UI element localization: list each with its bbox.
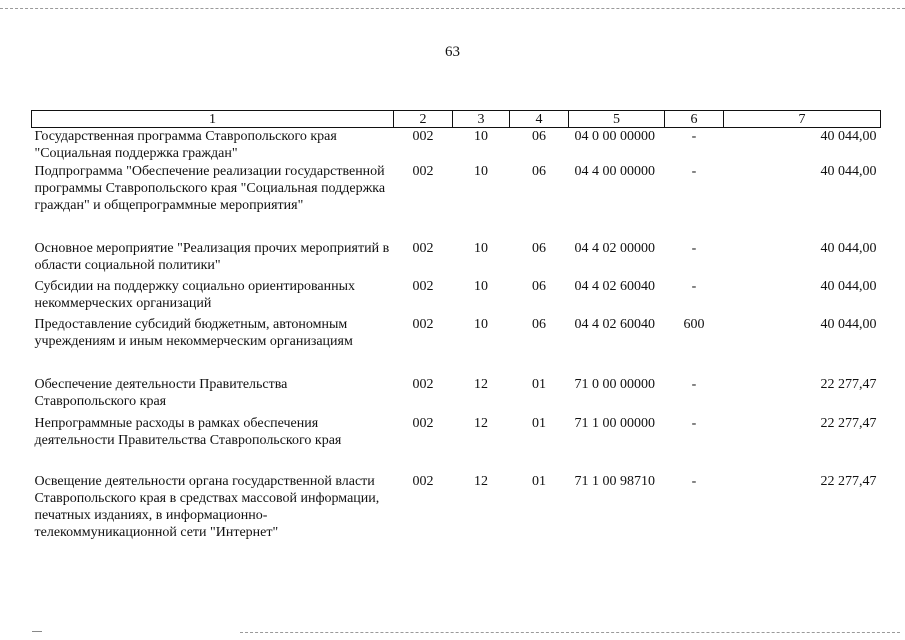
row-admin-code: 002 xyxy=(412,473,434,489)
row-name: Субсидии на поддержку социально ориентированных некоммерческих организаций xyxy=(34,278,356,311)
row-admin-code: 002 xyxy=(412,415,434,431)
scan-border-top xyxy=(0,8,905,9)
row-expense-type: - xyxy=(691,473,697,489)
row-target-code: 71 0 00 00000 xyxy=(574,376,655,392)
row-admin-code: 002 xyxy=(412,129,434,144)
table-row xyxy=(32,240,881,278)
row-target-code: 71 1 00 98710 xyxy=(574,473,655,489)
row-section: 10 xyxy=(474,240,488,256)
row-expense-type: 600 xyxy=(683,316,705,332)
row-target-code: 71 1 00 00000 xyxy=(574,415,655,431)
row-section: 10 xyxy=(474,129,488,144)
row-expense-type: - xyxy=(691,240,697,256)
row-target-code: 04 4 02 00000 xyxy=(574,240,655,256)
row-subsection: 01 xyxy=(532,473,546,489)
row-name: Освещение деятельности органа государственной власти Ставропольского края в средствах массовой информации, печатных изданиях, в информационно-телекоммуникационной сети "Интернет" xyxy=(34,473,380,540)
header-cell-7: 7 xyxy=(724,111,881,128)
row-expense-type: - xyxy=(691,278,697,294)
scan-border-bottom xyxy=(240,632,900,633)
row-admin-code: 002 xyxy=(412,316,434,332)
row-subsection: 06 xyxy=(532,278,546,294)
row-subsection: 06 xyxy=(532,163,546,179)
table-row xyxy=(32,473,881,545)
row-section: 12 xyxy=(474,473,488,489)
header-cell-2: 2 xyxy=(394,111,453,128)
row-target-code: 04 4 02 60040 xyxy=(574,278,655,294)
header-cell-5: 5 xyxy=(569,111,665,128)
page-number: 63 xyxy=(445,44,460,60)
row-subsection: 06 xyxy=(532,316,546,332)
header-cell-1: 1 xyxy=(32,111,394,128)
row-amount: 40 044,00 xyxy=(820,163,877,179)
budget-table xyxy=(31,110,881,545)
header-cell-3: 3 xyxy=(453,111,510,128)
row-expense-type: - xyxy=(691,129,697,144)
table-row xyxy=(32,376,881,415)
row-amount: 22 277,47 xyxy=(820,473,877,489)
row-expense-type: - xyxy=(691,163,697,179)
row-amount: 22 277,47 xyxy=(820,415,877,431)
scan-mark xyxy=(32,631,42,632)
table-row xyxy=(32,163,881,240)
row-amount: 40 044,00 xyxy=(820,129,877,144)
header-cell-4: 4 xyxy=(510,111,569,128)
row-section: 10 xyxy=(474,316,488,332)
row-amount: 40 044,00 xyxy=(820,316,877,332)
header-row xyxy=(32,111,881,128)
row-expense-type: - xyxy=(691,376,697,392)
table-row xyxy=(32,128,881,163)
row-expense-type: - xyxy=(691,415,697,431)
row-name: Предоставление субсидий бюджетным, автономным учреждениям и иным некоммерческим организациям xyxy=(34,316,353,349)
row-subsection: 01 xyxy=(532,376,546,392)
row-name: Основное мероприятие "Реализация прочих мероприятий в области социальной политики" xyxy=(34,240,390,273)
row-admin-code: 002 xyxy=(412,240,434,256)
row-name: Подпрограмма "Обеспечение реализации государственной программы Ставропольского края "Социальная поддержка граждан" и общепрограммные мероприятия" xyxy=(34,163,386,213)
row-section: 12 xyxy=(474,376,488,392)
table-row xyxy=(32,415,881,473)
table-row xyxy=(32,278,881,316)
row-name: Непрограммные расходы в рамках обеспечения деятельности Правительства Ставропольского края xyxy=(34,415,342,448)
row-name: Обеспечение деятельности Правительства Ставропольского края xyxy=(34,376,288,409)
row-amount: 40 044,00 xyxy=(820,278,877,294)
row-subsection: 06 xyxy=(532,240,546,256)
row-target-code: 04 4 00 00000 xyxy=(574,163,655,179)
row-name: Государственная программа Ставропольского края "Социальная поддержка граждан" xyxy=(34,129,337,161)
row-admin-code: 002 xyxy=(412,163,434,179)
row-target-code: 04 0 00 00000 xyxy=(574,129,655,144)
table-header xyxy=(32,111,881,128)
header-cell-6: 6 xyxy=(665,111,724,128)
row-admin-code: 002 xyxy=(412,278,434,294)
row-section: 10 xyxy=(474,163,488,179)
row-subsection: 06 xyxy=(532,129,546,144)
table-row xyxy=(32,316,881,376)
row-amount: 22 277,47 xyxy=(820,376,877,392)
row-section: 12 xyxy=(474,415,488,431)
row-amount: 40 044,00 xyxy=(820,240,877,256)
row-section: 10 xyxy=(474,278,488,294)
row-target-code: 04 4 02 60040 xyxy=(574,316,655,332)
table-body xyxy=(32,128,881,545)
row-admin-code: 002 xyxy=(412,376,434,392)
row-subsection: 01 xyxy=(532,415,546,431)
